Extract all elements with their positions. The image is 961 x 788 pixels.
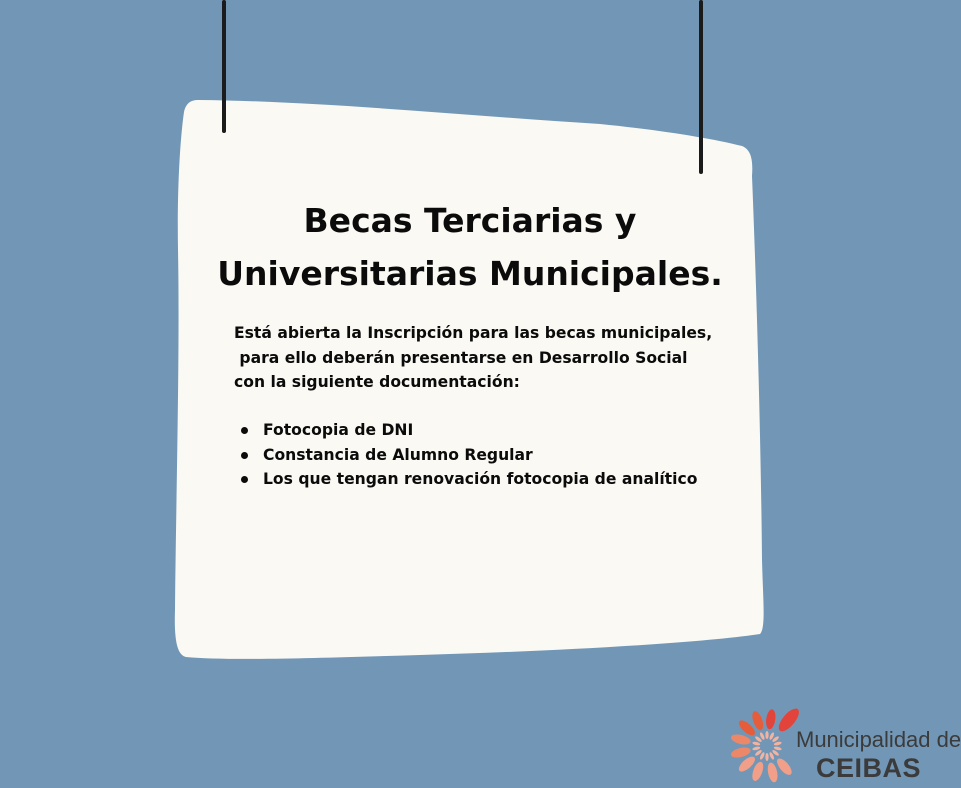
title-line: Universitarias Municipales. <box>217 254 723 293</box>
title-line: Becas Terciarias y <box>303 201 637 240</box>
bullet-icon <box>241 476 248 483</box>
requirement-text: Los que tengan renovación fotocopia de analítico <box>263 470 698 488</box>
requirement-text: Fotocopia de DNI <box>263 421 414 439</box>
bullet-icon <box>241 452 248 459</box>
sign-title <box>190 194 750 300</box>
intro-line: Está abierta la Inscripción para las becas municipales, <box>234 324 713 342</box>
requirement-item <box>236 467 697 492</box>
logo-name: Municipalidad de <box>796 727 961 752</box>
logo-city: CEIBAS <box>816 753 922 783</box>
requirement-item <box>236 418 697 443</box>
bullet-icon <box>241 427 248 434</box>
intro-line: para ello deberán presentarse en Desarrollo Social <box>234 348 688 367</box>
requirement-text: Constancia de Alumno Regular <box>263 445 533 464</box>
requirements-list <box>236 418 697 492</box>
intro-line: con la siguiente documentación: <box>234 373 520 391</box>
intro-paragraph <box>234 321 712 395</box>
requirement-item <box>236 443 697 468</box>
